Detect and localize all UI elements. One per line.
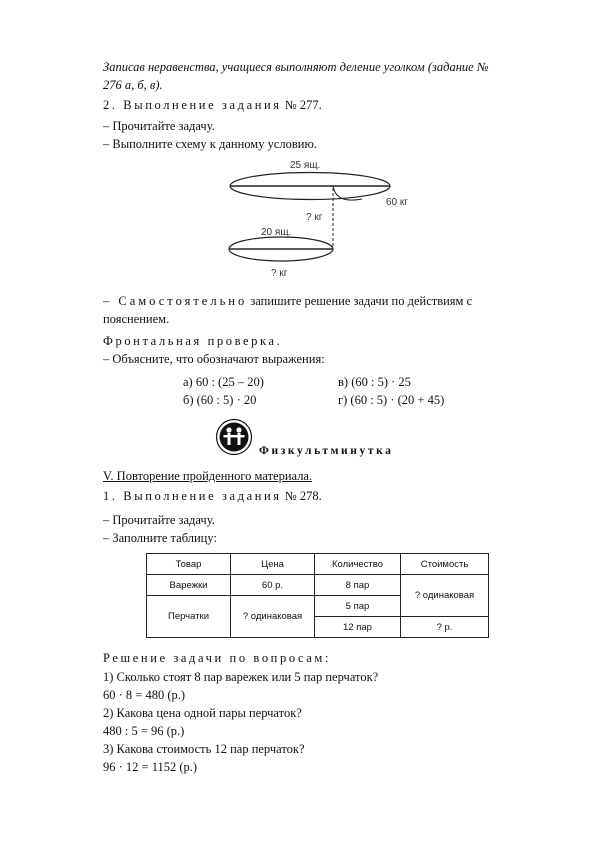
independent-line-2: пояснением. (103, 312, 170, 326)
expression-g: г) (60 : 5) · (20 + 45) (338, 393, 445, 407)
label-25-boxes: 25 ящ. (290, 160, 321, 171)
solution-line: 96 · 12 = 1152 (р.) (103, 760, 198, 774)
task-278-heading-num: № 278. (284, 489, 322, 503)
label-mid-kg: ? кг (306, 212, 323, 223)
solution-line: 1) Сколько стоят 8 пар варежек или 5 пар перчаток? (103, 670, 379, 684)
expression-b: б) (60 : 5) · 20 (183, 393, 257, 407)
task-278-read: – Прочитайте задачу. (103, 513, 215, 527)
two-figures-icon (215, 418, 253, 456)
independent-rest: запишите решение задачи по действиям с (247, 294, 473, 308)
section-5-title: V. Повторение пройденного материала. (103, 469, 313, 483)
table-header: Количество (315, 554, 401, 575)
goods-table (146, 553, 489, 638)
table-header: Стоимость (401, 554, 489, 575)
table-cell-cost: ? р. (401, 617, 489, 638)
frontal-heading: Фронтальная проверка. (103, 334, 283, 348)
task-278-heading-prefix: 1. Выполнение задания (103, 489, 282, 503)
solution-line: 480 : 5 = 96 (р.) (103, 724, 185, 738)
task-277-heading-prefix: 2. Выполнение задания (103, 98, 282, 112)
task-278-fill: – Заполните таблицу: (103, 531, 217, 545)
label-60kg: 60 кг (386, 197, 408, 208)
independent-line-1 (103, 293, 472, 309)
table-row (147, 575, 489, 596)
task-277-read: – Прочитайте задачу. (103, 119, 215, 133)
table-header-row (147, 554, 489, 575)
table-cell-item: Варежки (147, 575, 231, 596)
table-cell-qty: 5 пар (315, 596, 401, 617)
scheme-diagram (0, 0, 595, 300)
table-cell-qty: 12 пар (315, 617, 401, 638)
solution-line: 60 · 8 = 480 (р.) (103, 688, 186, 702)
table-header: Товар (147, 554, 231, 575)
table-cell-item: Перчатки (147, 596, 231, 638)
expression-v: в) (60 : 5) · 25 (338, 375, 411, 389)
solution-line: 2) Какова цена одной пары перчаток? (103, 706, 302, 720)
intro-line-2: 276 а, б, в). (103, 78, 163, 92)
intro-line-1: Записав неравенства, учащиеся выполняют деление уголком (задание № (103, 60, 489, 74)
task-277-scheme: – Выполните схему к данному условию. (103, 137, 317, 151)
frontal-question: – Объясните, что обозначают выражения: (103, 352, 325, 366)
exercise-label: Физкультминутка (259, 445, 394, 457)
task-278-heading (103, 488, 322, 504)
independent-prefix: – Самостоятельно (103, 294, 248, 308)
solution-line: 3) Какова стоимость 12 пар перчаток? (103, 742, 305, 756)
task-277-heading-num: № 277. (284, 98, 322, 112)
table-cell-price: ? одинаковая (231, 596, 315, 638)
label-20-boxes: 20 ящ. (261, 227, 292, 238)
expression-a: а) 60 : (25 – 20) (183, 375, 264, 389)
solution-heading: Решение задачи по вопросам: (103, 651, 332, 665)
table-cell-qty: 8 пар (315, 575, 401, 596)
table-cell-cost: ? одинаковая (401, 575, 489, 617)
label-bottom-kg: ? кг (271, 268, 288, 279)
table-cell-price: 60 р. (231, 575, 315, 596)
table-header: Цена (231, 554, 315, 575)
